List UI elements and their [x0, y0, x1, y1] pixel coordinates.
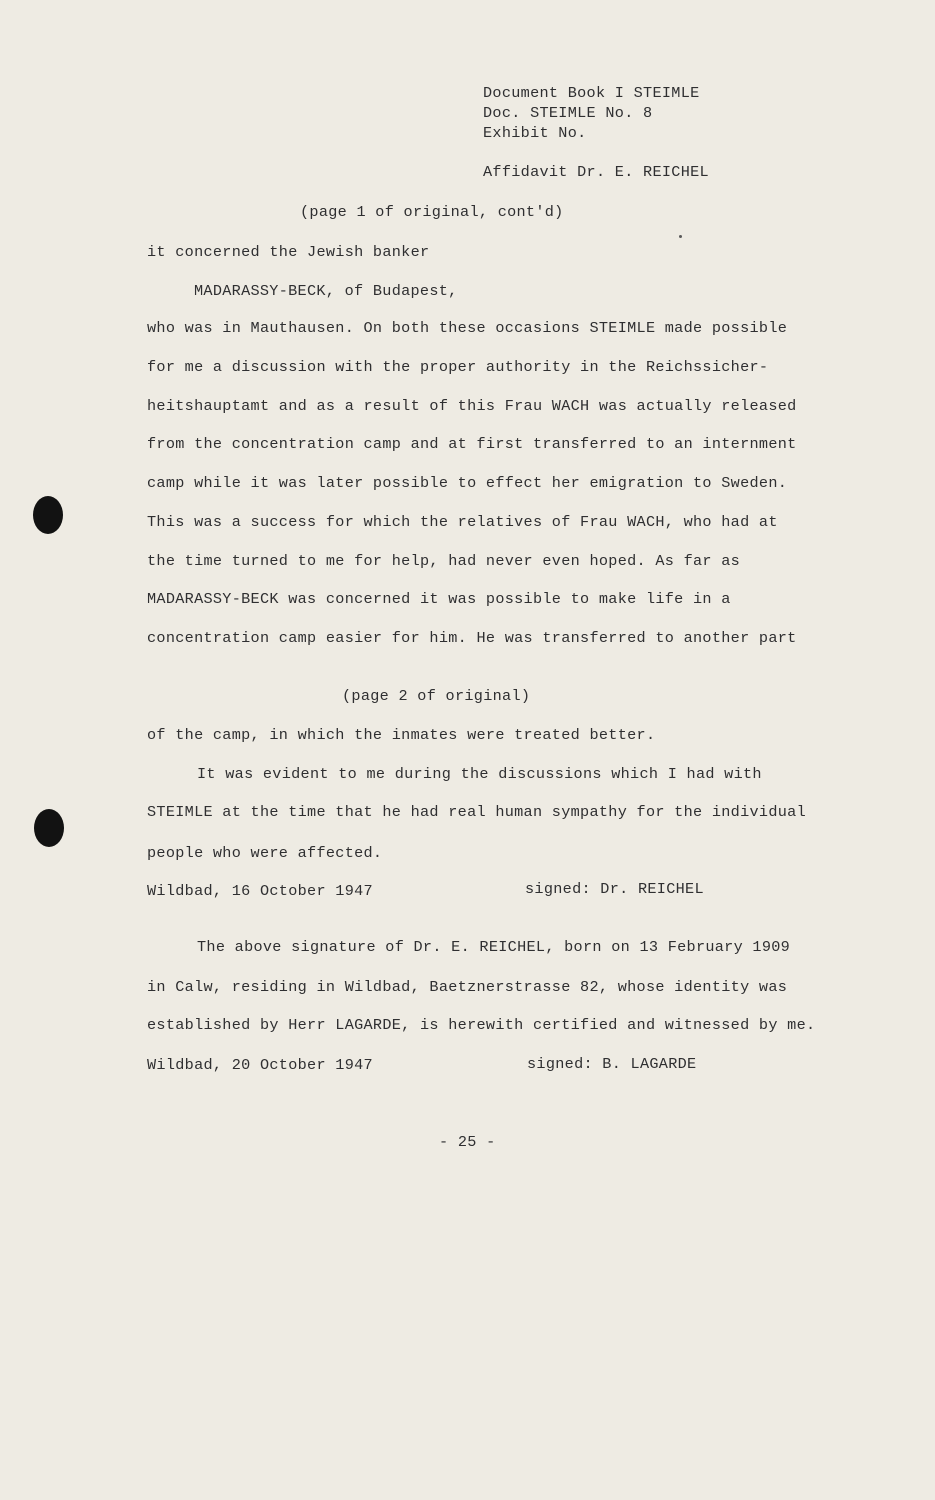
punch-hole-top [33, 496, 63, 534]
body-line: for me a discussion with the proper authority in the Reichssicher- [147, 358, 769, 376]
body-line: people who were affected. [147, 844, 383, 862]
certification-line: The above signature of Dr. E. REICHEL, born on 13 February 1909 [197, 938, 791, 956]
document-book-label: Document Book I STEIMLE [483, 84, 700, 102]
body-line: the time turned to me for help, had never even hoped. As far as [147, 552, 741, 570]
page-number: - 25 - [439, 1133, 496, 1151]
body-line: from the concentration camp and at first transferred to an internment [147, 435, 797, 453]
body-line: This was a success for which the relatives of Frau WACH, who had at [147, 513, 778, 531]
affidavit-title: Affidavit Dr. E. REICHEL [483, 163, 709, 181]
body-line: heitshauptamt and as a result of this Frau WACH was actually released [147, 397, 797, 415]
signature-place-date: Wildbad, 16 October 1947 [147, 882, 373, 900]
body-line: camp while it was later possible to effect her emigration to Sweden. [147, 474, 788, 492]
body-line: MADARASSY-BECK, of Budapest, [194, 282, 458, 300]
page-note-2: (page 2 of original) [342, 687, 531, 705]
body-line: who was in Mauthausen. On both these occasions STEIMLE made possible [147, 319, 788, 337]
witness-signed: signed: B. LAGARDE [527, 1055, 697, 1073]
doc-number-label: Doc. STEIMLE No. 8 [483, 104, 653, 122]
page-note-1: (page 1 of original, cont'd) [300, 203, 564, 221]
body-line: of the camp, in which the inmates were treated better. [147, 726, 656, 744]
body-line: It was evident to me during the discussions which I had with [197, 765, 762, 783]
punch-hole-bottom [34, 809, 64, 847]
body-line: STEIMLE at the time that he had real human sympathy for the individual [147, 803, 806, 821]
certification-line: in Calw, residing in Wildbad, Baetznerstrasse 82, whose identity was [147, 978, 788, 996]
exhibit-label: Exhibit No. [483, 124, 587, 142]
certification-line: established by Herr LAGARDE, is herewith certified and witnessed by me. [147, 1016, 816, 1034]
body-line: MADARASSY-BECK was concerned it was possible to make life in a [147, 590, 731, 608]
witness-place-date: Wildbad, 20 October 1947 [147, 1056, 373, 1074]
stray-mark [679, 235, 682, 238]
body-line: concentration camp easier for him. He was transferred to another part [147, 629, 797, 647]
body-line: it concerned the Jewish banker [147, 243, 430, 261]
signature-signed: signed: Dr. REICHEL [525, 880, 704, 898]
